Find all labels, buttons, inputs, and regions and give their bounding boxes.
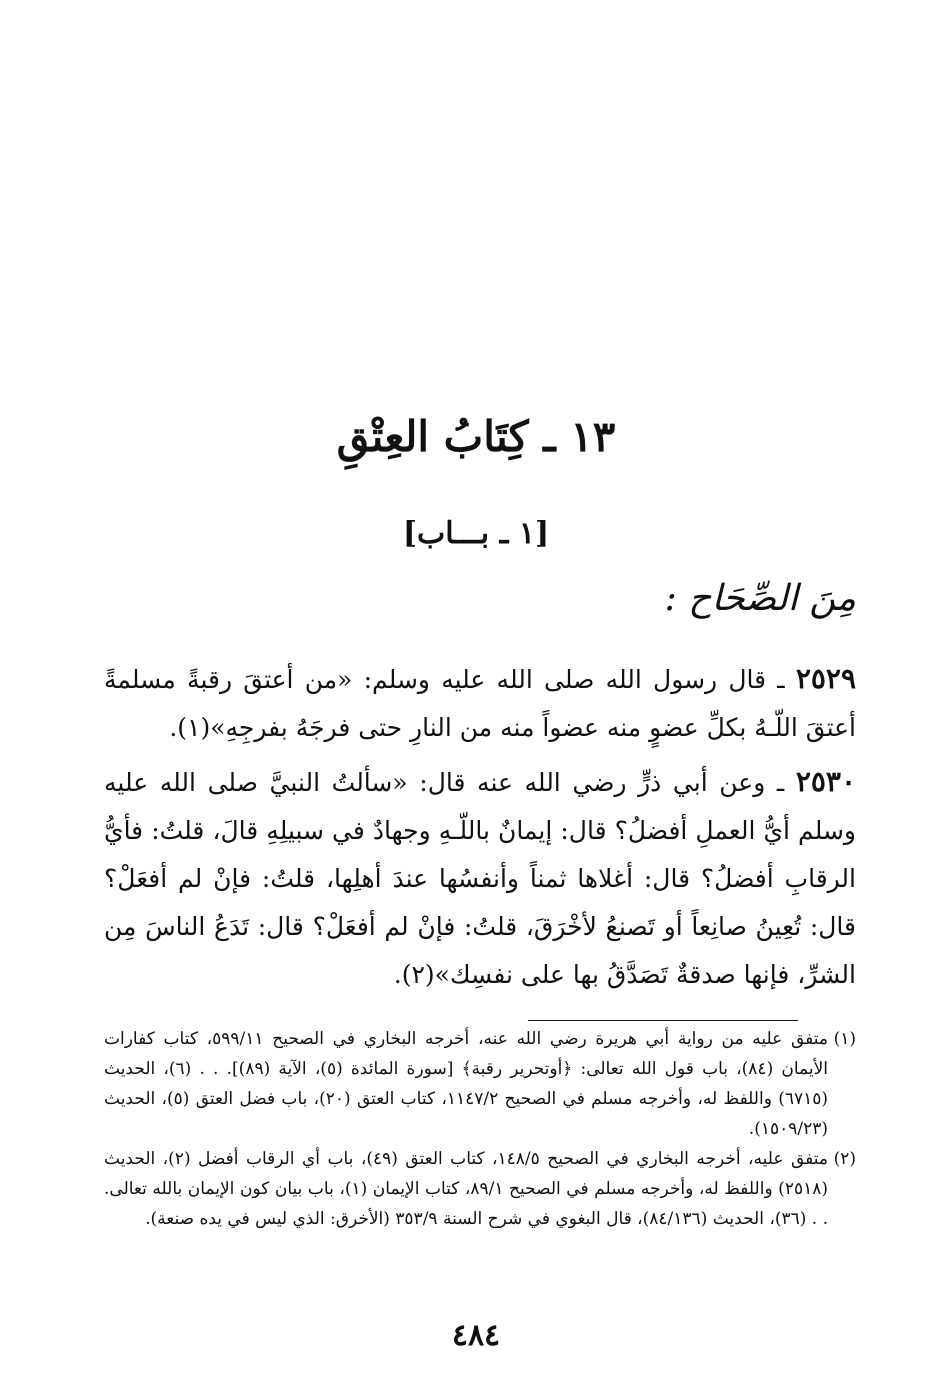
footnotes <box>104 1024 856 1234</box>
subsection-heading: مِنَ الصِّحَاح : <box>664 578 856 619</box>
hadith-paragraph <box>104 758 856 999</box>
footnote-separator <box>528 1020 798 1021</box>
section-heading: [١ ـ بـــاب] <box>402 516 550 551</box>
hadith-number: ٢٥٢٩ <box>795 662 856 695</box>
footnote <box>104 1024 856 1144</box>
hadith-number: ٢٥٣٠ <box>795 765 856 798</box>
chapter-title: ١٣ ـ كِتَابُ العِتْقِ <box>336 412 616 461</box>
hadith-text: ـ قال رسول الله صلى الله عليه وسلم: «من أعتقَ رقبةً مسلمةً أعتقَ اللّـهُ بكلِّ عضوٍ منه عضواً منه من النارِ حتى فرجَهُ بفرجِهِ»(١). <box>104 665 856 742</box>
footnote-text: متفق عليه، أخرجه البخاري في الصحيح ١٤٨/٥، كتاب العتق (٤٩)، باب أي الرقاب أفضل (٢)، الحديث (٢٥١٨) واللفظ له، وأخرجه مسلم في الصحيح ٨٩/١، كتاب الإيمان (١)، باب بيان كون الإيمان بالله تعالى. . . (٣٦)، الحديث (٨٤/١٣٦)، قال البغوي في شرح السنة ٣٥٣/٩ (الأخرق: الذي ليس في يده صنعة). <box>104 1149 828 1229</box>
hadith-paragraph <box>104 655 856 752</box>
page-number: ٤٨٤ <box>451 1318 501 1353</box>
footnote-text: متفق عليه من رواية أبي هريرة رضي الله عنه، أخرجه البخاري في الصحيح ٥٩٩/١١، كتاب كفارات الأيمان (٨٤)، باب قول الله تعالى: ﴿أوتحرير رقبة﴾ [سورة المائدة (٥)، الآية (٨٩)]. . . (٦)، الحديث (٦٧١٥) واللفظ له، وأخرجه مسلم في الصحيح ١١٤٧/٢، كتاب العتق (٢٠)، باب فضل العتق (٥)، الحديث (١٥٠٩/٢٣). <box>104 1029 829 1139</box>
hadith-text: ـ وعن أبي ذرٍّ رضي الله عنه قال: «سألتُ النبيَّ صلى الله عليه وسلم أيُّ العملِ أفضلُ؟ قال: إيمانٌ باللّـهِ وجهادٌ في سبيلِهِ قالَ، قلتُ: فأيُّ الرقابِ أفضلُ؟ قال: أغلاها ثمناً وأنفسُها عندَ أهلِها، قلتُ: فإنْ لم أفعَلْ؟ قال: تُعِينُ صانِعاً أو تَصنعُ لأخْرَقَ، قلتُ: فإنْ لم أفعَلْ؟ قال: تَدَعُ الناسَ مِن الشرِّ، فإنها صدقةٌ تَصَدَّقُ بها على نفسِك»(٢). <box>104 768 857 989</box>
footnote-marker: (١) <box>833 1029 857 1049</box>
footnote-marker: (٢) <box>833 1149 856 1169</box>
footnote <box>104 1144 856 1234</box>
